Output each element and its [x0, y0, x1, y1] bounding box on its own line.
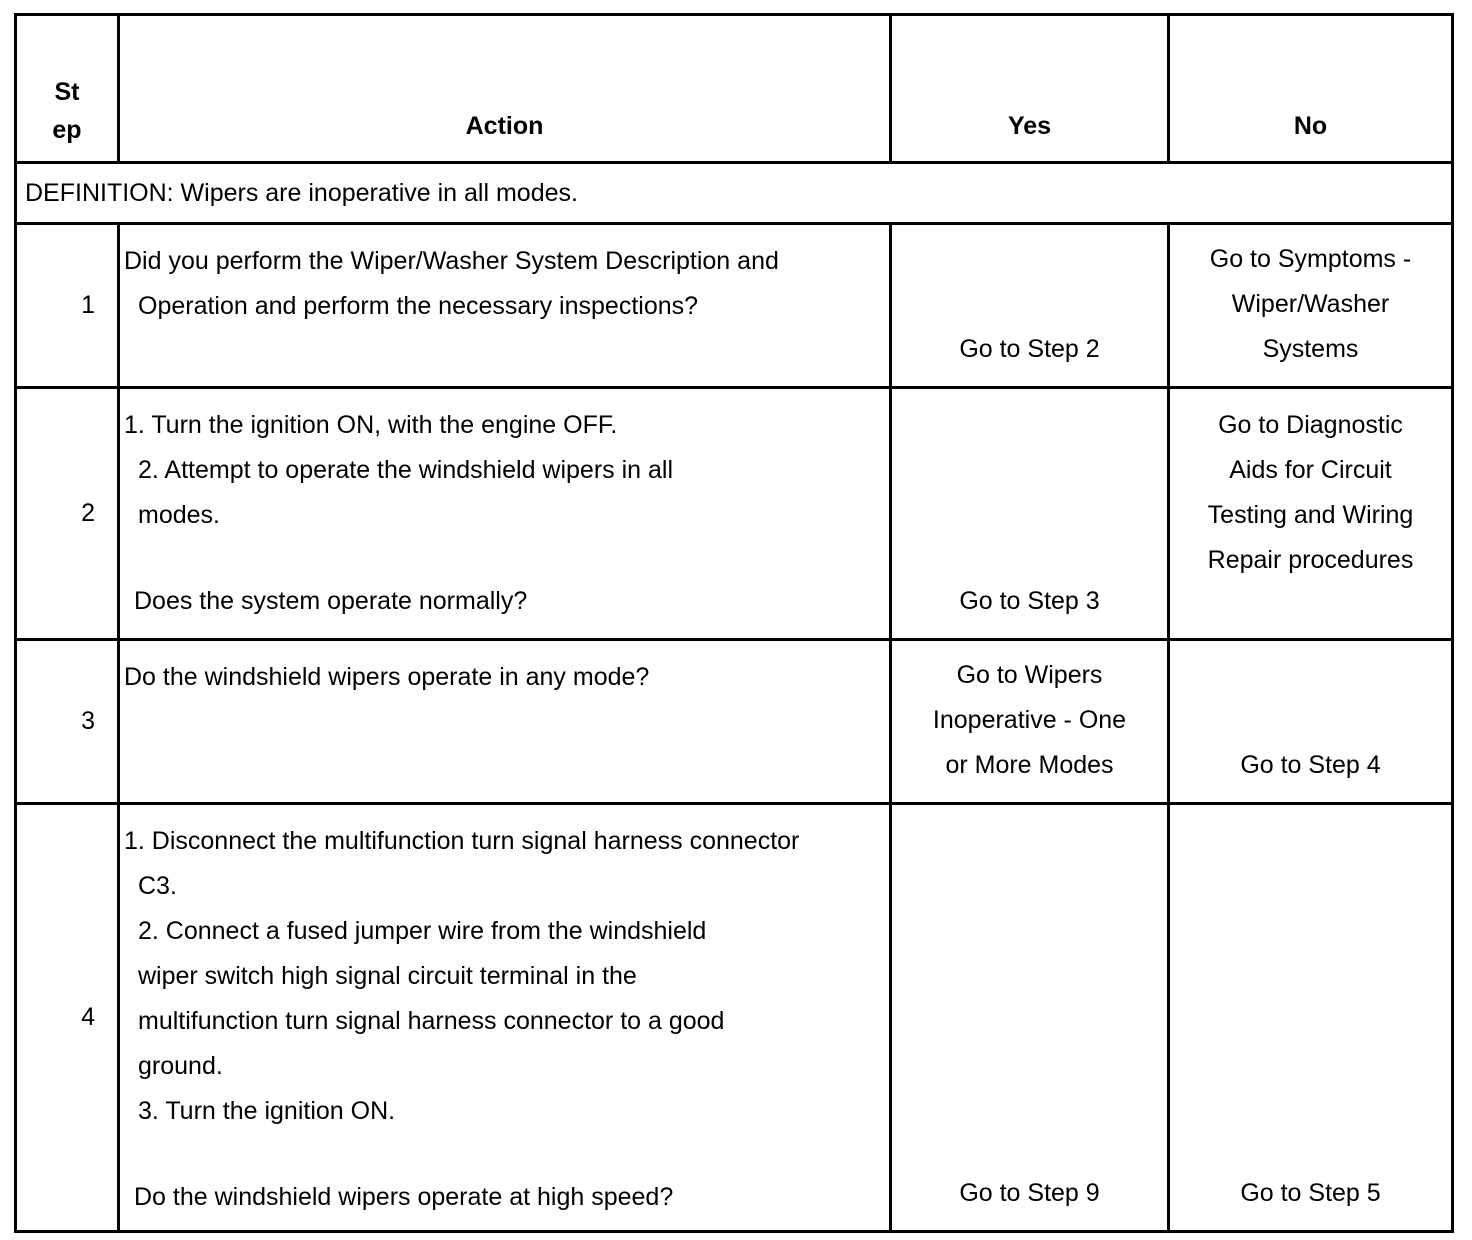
diagnostic-table: [14, 13, 1454, 1233]
yes-line: Go to Wipers: [956, 661, 1103, 689]
action-line: 2. Connect a fused jumper wire from the windshield: [138, 917, 707, 945]
no-cell: Go to Step 4: [1169, 640, 1453, 804]
table-row: [16, 388, 1453, 640]
spacer: [124, 538, 889, 579]
action-line: Did you perform the Wiper/Washer System Description and: [124, 247, 779, 275]
action-question: Does the system operate normally?: [134, 587, 528, 615]
no-cell: [1169, 224, 1453, 388]
no-line: Go to Diagnostic: [1218, 411, 1403, 439]
header-action: Action: [119, 15, 891, 163]
step-number: 2: [16, 388, 119, 640]
header-step-line2: ep: [52, 116, 82, 144]
no-line: Repair procedures: [1207, 546, 1414, 574]
table-row: [16, 640, 1453, 804]
action-cell: [119, 388, 891, 640]
definition-text: DEFINITION: Wipers are inoperative in all modes.: [16, 163, 1453, 224]
yes-line: or More Modes: [945, 751, 1114, 779]
action-line: Operation and perform the necessary inspections?: [138, 292, 699, 320]
action-cell: [119, 224, 891, 388]
header-step-line1: St: [54, 78, 80, 106]
no-cell: [1169, 388, 1453, 640]
yes-cell: Go to Step 2: [891, 224, 1169, 388]
action-cell: [119, 640, 891, 804]
action-line: 1. Disconnect the multifunction turn signal harness connector: [124, 827, 800, 855]
yes-cell: Go to Step 9: [891, 804, 1169, 1232]
table-row: [16, 804, 1453, 1232]
action-line: ground.: [138, 1052, 223, 1080]
definition-row: [16, 163, 1453, 224]
step-number: 4: [16, 804, 119, 1232]
header-yes: Yes: [891, 15, 1169, 163]
action-line: modes.: [138, 501, 220, 529]
action-line: C3.: [138, 872, 177, 900]
no-line: Wiper/Washer: [1231, 290, 1390, 318]
step-number: 1: [16, 224, 119, 388]
no-line: Go to Symptoms -: [1209, 245, 1412, 273]
header-step: [16, 15, 119, 163]
action-line: Do the windshield wipers operate in any mode?: [124, 663, 650, 691]
action-line: multifunction turn signal harness connector to a good: [138, 1007, 725, 1035]
header-row: [16, 15, 1453, 163]
yes-cell: Go to Step 3: [891, 388, 1169, 640]
action-line: 2. Attempt to operate the windshield wipers in all: [138, 456, 674, 484]
no-line: Testing and Wiring: [1207, 501, 1414, 529]
action-cell: [119, 804, 891, 1232]
spacer: [124, 1134, 889, 1175]
action-line: 1. Turn the ignition ON, with the engine OFF.: [124, 411, 618, 439]
action-question: Do the windshield wipers operate at high speed?: [134, 1183, 674, 1211]
no-line: Systems: [1262, 335, 1359, 363]
step-number: 3: [16, 640, 119, 804]
action-line: 3. Turn the ignition ON.: [138, 1097, 396, 1125]
no-line: Aids for Circuit: [1229, 456, 1392, 484]
header-no: No: [1169, 15, 1453, 163]
yes-line: Inoperative - One: [932, 706, 1127, 734]
no-cell: Go to Step 5: [1169, 804, 1453, 1232]
table-row: [16, 224, 1453, 388]
yes-cell: [891, 640, 1169, 804]
action-line: wiper switch high signal circuit terminal in the: [138, 962, 637, 990]
